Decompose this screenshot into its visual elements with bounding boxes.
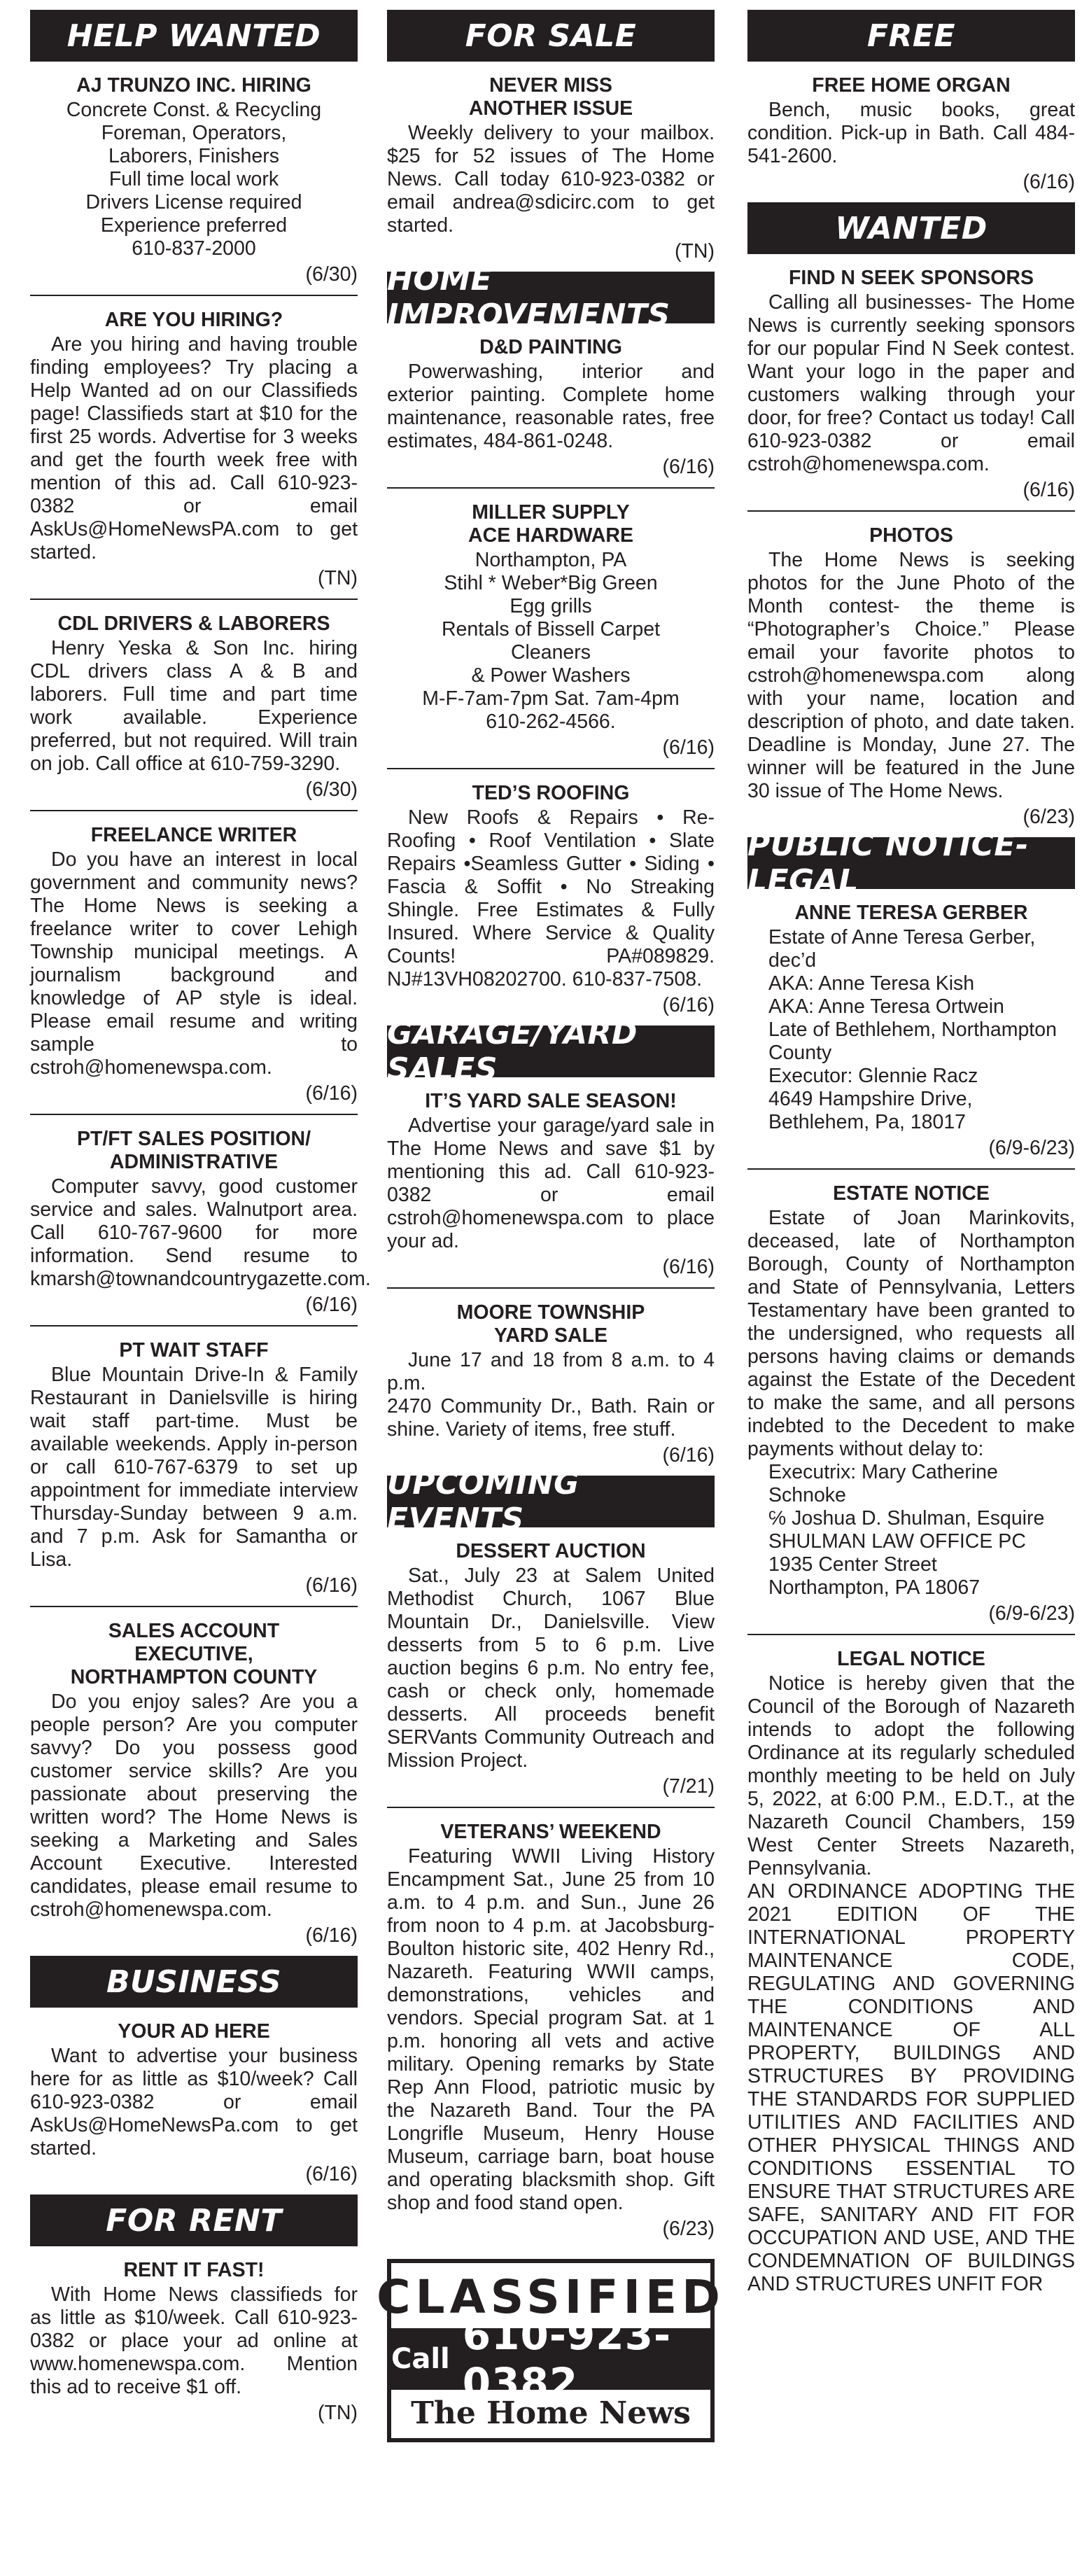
classified-ad (747, 62, 1075, 202)
ad-title: RENT IT FAST! (123, 2259, 265, 2281)
section-header: GARAGE/YARD SALES (387, 1026, 715, 1077)
ad-date: (6/9-6/23) (988, 1602, 1075, 1625)
ad-date: (6/16) (662, 1444, 715, 1466)
ad-body: The Home News is seeking photos for the June Photo of the Month contest- the theme is “Photographer’s Choice.” Please email your favorite photos to cstroh@homenewspa.com along with your name, location and description of photo, and date taken. Deadline is Monday, June 27. The winner will be featured in the June 30 issue of The Home News. (747, 549, 1075, 802)
ad-title: FREELANCE WRITER (90, 824, 297, 846)
ad-body: Do you have an interest in local government and community news? The Home News is seeking a freelance writer to cover Lehigh Township municipal meetings. A journalism background and knowledge of AP style is ideal. Please email resume and writing sample to cstroh@homenewspa.com. (30, 848, 358, 1079)
ad-title: D&D PAINTING (479, 336, 622, 358)
ad-date: (6/16) (305, 2163, 358, 2185)
ad-title: FIND N SEEK SPONSORS (789, 267, 1034, 289)
ad-date: (6/23) (662, 2218, 715, 2240)
classified-ad (387, 489, 715, 769)
section (30, 1956, 358, 2194)
ad-date: (6/16) (305, 1082, 358, 1105)
classified-ad (387, 62, 715, 272)
classified-ad (747, 1170, 1075, 1635)
classified-ad (30, 600, 358, 811)
ad-body: Sat., July 23 at Salem United Methodist Church, 1067 Blue Mountain Dr., Danielsville. View desserts from 5 to 6 p.m. Live auction begins 6 p.m. No entry fee, cash or check only, homemade desserts. All proceeds benefit SERVants Community Outreach and Mission Project. (387, 1564, 715, 1772)
ad-body-address: Executrix: Mary Catherine Schnoke ℅ Joshua D. Shulman, Esquire SHULMAN LAW OFFICE PC 1935 Center Street Northampton, PA 18067 (768, 1461, 1045, 1599)
ad-date: (TN) (675, 240, 715, 262)
section-header: HOME IMPROVEMENTS (387, 272, 715, 323)
section-header: FREE (747, 10, 1075, 62)
section (387, 1016, 715, 1476)
ad-date: (TN) (318, 567, 358, 589)
ad-title: DESSERT AUCTION (456, 1540, 646, 1562)
classified-ad (747, 254, 1075, 512)
classified-ad (30, 2008, 358, 2194)
ad-title: CDL DRIVERS & LABORERS (57, 612, 330, 635)
logo-phone-bar (391, 2311, 710, 2407)
ad-date: (6/30) (305, 778, 358, 801)
ad-date: (6/16) (305, 1574, 358, 1597)
ad-date: (6/16) (1023, 171, 1075, 193)
ad-date: (6/16) (305, 1294, 358, 1316)
section-header: BUSINESS (30, 1956, 358, 2008)
section-header: PUBLIC NOTICE-LEGAL (747, 837, 1075, 889)
ad-date: (6/16) (662, 1256, 715, 1278)
ad-date: (TN) (318, 2402, 358, 2424)
ad-title: NEVER MISS ANOTHER ISSUE (468, 74, 633, 120)
section (30, 2194, 358, 2433)
section (387, 1466, 715, 2249)
ad-title: VETERANS’ WEEKEND (440, 1821, 661, 1843)
classified-ad (387, 1808, 715, 2249)
column-3 (747, 10, 1075, 2300)
ad-body: Calling all businesses- The Home News is currently seeking sponsors for our popular Find N Seek contest. Want your logo in the paper and customers walking through your door, for free? Contact us today! Call 610-923-0382 or email cstroh@homenewspa.com. (747, 291, 1075, 475)
classified-ad (30, 1326, 358, 1607)
classified-ad (747, 889, 1075, 1170)
classified-ad (30, 296, 358, 600)
classified-ad (387, 1289, 715, 1476)
section-header: FOR RENT (30, 2194, 358, 2246)
ad-body: With Home News classifieds for as little as $10/week. Call 610-923-0382 or place your ad online at www.homenewspa.com. Mention this ad to receive $1 off. (30, 2283, 358, 2398)
column-2 (377, 10, 725, 2442)
section (747, 827, 1075, 2300)
ad-body: Estate of Anne Teresa Gerber, dec’d AKA: Anne Teresa Kish AKA: Anne Teresa Ortwein Late of Bethlehem, Northampton County Executor: Glennie Racz 4649 Hampshire Drive, Bethlehem, Pa, 18017 (768, 926, 1057, 1133)
ad-body: Concrete Const. & Recycling Foreman, Operators, Laborers, Finishers Full time local work Drivers License required Experience preferred 610-837-2000 (66, 99, 322, 260)
ad-date: (6/23) (1023, 806, 1075, 828)
ad-title: TED’S ROOFING (472, 782, 630, 804)
ad-body: Blue Mountain Drive-In & Family Restaurant in Danielsville is hiring wait staff part-time. Must be available weekends. Apply in-person or call 610-767-6379 to set up appointment for immediate interview Thursday-Sunday between 9 a.m. and 7 p.m. Ask for Samantha or Lisa. (30, 1364, 358, 1571)
section (387, 10, 715, 272)
classified-ad (387, 1527, 715, 1808)
classified-ad (747, 1635, 1075, 2300)
ad-date: (7/21) (662, 1775, 715, 1798)
ad-body: Want to advertise your business here for as little as $10/week? Call 610-923-0382 or email AskUs@HomeNewsPa.com to get started. (30, 2045, 358, 2160)
ad-body: Estate of Joan Marinkovits, deceased, late of Northampton Borough, County of Northampton and State of Pennsylvania, Letters Testamentary have been granted to the undersigned, who requests all persons having claims or demands against the Estate of the Decedent to make the same, and all persons indebted to the Decedent to make payments without delay to: (747, 1207, 1075, 1460)
ad-body: New Roofs & Repairs • Re-Roofing • Roof Ventilation • Slate Repairs •Seamless Gutter • Siding • Fascia & Soffit • No Streaking Shingle. Free Estimates & Fully Insured. Where Service & Quality Counts! PA#089829. NJ#13VH08202700. 610-837-7508. (387, 806, 715, 990)
ad-title: ANNE TERESA GERBER (794, 902, 1028, 924)
classified-ad (747, 512, 1075, 837)
classified-ad (30, 1607, 358, 1956)
section (30, 10, 371, 1956)
ad-title: ARE YOU HIRING? (104, 309, 283, 331)
ad-title: PT/FT SALES POSITION/ ADMINISTRATIVE (76, 1128, 311, 1173)
ad-body: Henry Yeska & Son Inc. hiring CDL drivers class A & B and laborers. Full time and part time work available. Experience preferred, but not required. Will train on job. Call office at 610-759-3290. (30, 637, 358, 775)
ad-date: (6/9-6/23) (988, 1137, 1075, 1159)
ad-body: Weekly delivery to your mailbox. $25 for 52 issues of The Home News. Call today 610-923-0382 or email andrea@sdicirc.com to get started. (387, 122, 715, 237)
ad-body: Bench, music books, great condition. Pick-up in Bath. Call 484-541-2600. (747, 99, 1075, 167)
ad-date: (6/16) (662, 994, 715, 1016)
classified-ad (30, 2246, 358, 2433)
ad-body: Northampton, PA Stihl * Weber*Big Green Egg grills Rentals of Bissell Carpet Cleaners & Power Washers M-F-7am-7pm Sat. 7am-4pm 610-262-4566. (422, 549, 680, 733)
ad-title: YOUR AD HERE (118, 2020, 270, 2043)
classified-ad (30, 62, 358, 296)
ad-title: MOORE TOWNSHIP YARD SALE (456, 1301, 645, 1347)
section-header: WANTED (747, 202, 1075, 254)
section (387, 262, 715, 1026)
ad-date: (6/16) (662, 736, 715, 759)
ad-body: Advertise your garage/yard sale in The Home News and save $1 by mentioning this ad. Call 610-923-0382 or email cstroh@homenewspa.com to place your ad. (387, 1114, 715, 1252)
classified-ad (30, 811, 358, 1115)
column-1 (30, 10, 371, 2433)
ad-title: AJ TRUNZO INC. HIRING (76, 74, 311, 97)
section-header: FOR SALE (387, 10, 715, 62)
logo-phone-number: 610-923-0382 (462, 2311, 672, 2407)
classified-ad (387, 769, 715, 1026)
section (747, 202, 1075, 837)
ad-body: Are you hiring and having trouble finding employees? Try placing a Help Wanted ad on our Classifieds page! Classifieds start at $10 for the first 25 words. Advertise for 3 weeks and get the fourth week free with mention of this ad. Call 610-923-0382 or email AskUs@HomeNewsPA.com to get started. (30, 333, 358, 564)
ad-date: (6/16) (305, 1924, 358, 1947)
classified-ad (30, 1115, 371, 1326)
ad-body: Do you enjoy sales? Are you a people person? Are you computer savvy? Do you possess good customer service skills? Are you passionate about preserving the written word? The Home News is seeking a Marketing and Sales Account Executive. Interested candidates, please email resume to cstroh@homenewspa.com. (30, 1690, 358, 1921)
ad-body: Featuring WWII Living History Encampment Sat., June 25 from 10 a.m. to 4 p.m. and Sun., June 26 from noon to 4 p.m. at Jacobsburg-Boulton historic site, 402 Henry Rd., Nazareth. Featuring WWII camps, demonstrations, vehicles and vendors. Special program Sat. at 1 p.m. honoring all vets and active military. Opening remarks by State Rep Ann Flood, patriotic music by the Nazareth Band. Tour the PA Longrifle Museum, Henry House Museum, carriage barn, boat house and operating blacksmith shop. Gift shop and food stand open. (387, 1845, 715, 2214)
section (747, 10, 1075, 202)
ad-title: FREE HOME ORGAN (812, 74, 1011, 97)
ad-date: (6/16) (1023, 479, 1075, 501)
ad-date: (6/30) (305, 263, 358, 286)
ad-title: PHOTOS (869, 524, 953, 547)
classified-ad (387, 323, 715, 489)
classified-logo (377, 2259, 725, 2442)
ad-title: SALES ACCOUNT EXECUTIVE, NORTHAMPTON COUNTY (70, 1620, 318, 1688)
classified-ad (387, 1077, 715, 1289)
ad-title: IT’S YARD SALE SEASON! (425, 1090, 677, 1112)
logo-paper-name: The Home News (411, 2395, 691, 2431)
ad-date: (6/16) (662, 456, 715, 478)
ad-title: ESTATE NOTICE (833, 1182, 990, 1205)
ad-body: Computer savvy, good customer service and sales. Walnutport area. Call 610-767-9600 for more information. Send resume to kmarsh@townandcountrygazette.com. (30, 1175, 371, 1290)
logo-call-label: Call (391, 2343, 450, 2375)
ad-body: June 17 and 18 from 8 a.m. to 4 p.m. 2470 Community Dr., Bath. Rain or shine. Variety of items, free stuff. (387, 1349, 715, 1441)
ad-body: Powerwashing, interior and exterior painting. Complete home maintenance, reasonable rates, free estimates, 484-861-0248. (387, 360, 715, 452)
ad-title: MILLER SUPPLY ACE HARDWARE (468, 501, 633, 547)
section-header: UPCOMING EVENTS (387, 1476, 715, 1527)
ad-body: Notice is hereby given that the Council of the Borough of Nazareth intends to adopt the following Ordinance at its regularly scheduled monthly meeting to be held on July 5, 2022, at 6:00 P.M., E.D.T., at the Nazareth Council Chambers, 159 West Center Streets Nazareth, Pennsylvania. AN ORDINANCE ADOPTING THE 2021 EDITION OF THE INTERNATIONAL PROPERTY MAINTENANCE CODE, REGULATING AND GOVERNING THE CONDITIONS AND MAINTENANCE OF ALL PROPERTY, BUILDINGS AND STRUCTURES BY PROVIDING THE STANDARDS FOR SUPPLIED UTILITIES AND FACILITIES AND OTHER PHYSICAL THINGS AND CONDITIONS ESSENTIAL TO ENSURE THAT STRUCTURES ARE SAFE, SANITARY AND FIT FOR OCCUPATION AND USE, AND THE CONDEMNATION OF BUILDINGS AND STRUCTURES UNFIT FOR (747, 1672, 1075, 2295)
section-header: HELP WANTED (30, 10, 358, 62)
logo-title: CLASSIFIED (377, 2270, 725, 2324)
ad-title: PT WAIT STAFF (119, 1339, 269, 1362)
ad-title: LEGAL NOTICE (837, 1648, 985, 1670)
